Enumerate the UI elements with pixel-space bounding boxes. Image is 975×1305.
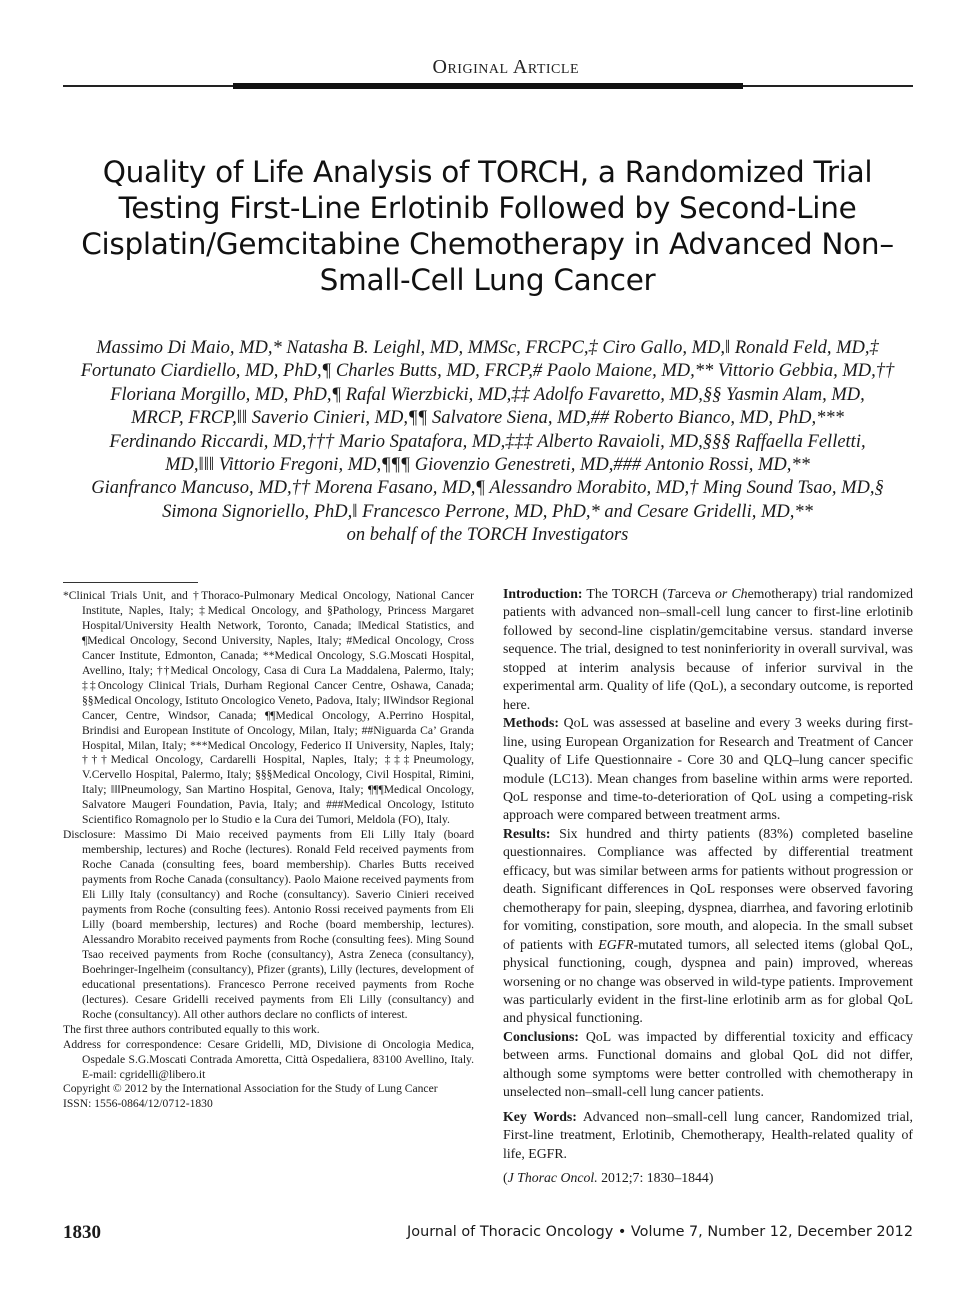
issn-note: ISSN: 1556-0864/12/0712-1830 xyxy=(63,1097,213,1111)
footnote-rule xyxy=(63,582,198,583)
keywords-label: Key Words: xyxy=(503,1108,577,1124)
introduction-text: arceva xyxy=(674,586,715,601)
conclusions-label: Conclusions: xyxy=(503,1028,579,1044)
citation-text: 2012;7: 1830–1844) xyxy=(597,1170,714,1186)
citation-text: ( xyxy=(503,1170,508,1186)
copyright-note: Copyright © 2012 by the International Association for the Study of Lung Cancer xyxy=(63,1082,438,1096)
author-line: Fortunato Ciardiello, MD, PhD,¶ Charles Butts, MD, FRCP,# Paolo Maione, MD,** Vittorio Gebbia, MD,†† xyxy=(80,361,895,382)
author-line: Gianfranco Mancuso, MD,†† Morena Fasano, MD,¶ Alessandro Morabito, MD,† Ming Sound Tsao, MD,§ xyxy=(91,478,884,499)
author-line: Simona Signoriello, PhD,‖ Francesco Perrone, MD, PhD,* and Cesare Gridelli, MD,** xyxy=(162,501,813,522)
results-text: -mutated tumors, all selected items (global QoL, physical functioning, cough, dyspnea and pain) improved, whereas worsening or no change was observed in wild-type patients. Improvement was particularly evident in the first-line erlotinib arm as for global QoL and physical functioning. xyxy=(503,936,913,1026)
conclusions-text: QoL was impacted by differential toxicity and efficacy between arms. Functional domains and global QoL did not differ, although some symptoms were better controlled with chemotherapy in unselected non–small-cell lung cancer patients. xyxy=(503,1028,913,1100)
keywords-text: Advanced non–small-cell lung cancer, Randomized trial, First-line treatment, Erlotinib, Chemotherapy, Health-related quality of life, EGFR. xyxy=(503,1108,913,1161)
disclosure-footnote: Disclosure: Massimo Di Maio received payments from Eli Lilly Italy (board membership, lectures) and Roche (lectures). Ronald Feld received payments from Roche Canada (consulting fees, board membership). Charles Butts received payments from Roche Canada (consultancy). Paolo Maione received payments from Eli Lilly Italy (consultancy) and Roche (consultancy). Saverio Cinieri received payments from Roche (consulting fees). Antonio Rossi received payments from Eli Lilly (board membership, lectures) and Roche (board membership, lectures). Alessandro Morabito received payments from Roche (consulting fees). Ming Sound Tsao received payments from Roche (consultancy), Astra Zeneca (consultancy), Boehringer-Ingelheim (consultancy), Pfizer (grants), Lilly (lectures, development of educational presentations). Francesco Perrone received payments from Roche (lectures). Cesare Gridelli received payments from Eli Lilly (consultancy) and Roche (consultancy). All other authors declare no conflicts of interest. xyxy=(63,828,474,1021)
introduction-text: emotherapy) trial randomized patients with advanced non–small-cell lung cancer to first-line erlotinib followed by second-line cisplatin/gemcitabine versus. standard inverse sequence. The trial, designed to test noninferiority in overall survival, was stopped at interim analysis because of inferior survival in the experimental arm. Quality of life (QoL), a secondary outcome, is reported here. xyxy=(503,586,914,712)
author-list xyxy=(55,337,920,548)
abstract-methods xyxy=(503,714,913,825)
author-line: MRCP, FRCP,‖‖ Saverio Cinieri, MD,¶¶ Salvatore Siena, MD,## Roberto Bianco, MD, PhD,*** xyxy=(131,408,844,429)
section-label: Original Article xyxy=(432,56,579,78)
header-rule-accent xyxy=(233,83,743,89)
introduction-text: or Ch xyxy=(715,586,748,601)
correspondence-footnote: Address for correspondence: Cesare Gridelli, MD, Divisione di Oncologia Medica, Ospedale S.G.Moscati Contrada Amoretta, Città Ospedaliera, 83100 Avellino, Italy. E-mail: cgridelli@libero.it xyxy=(63,1037,474,1081)
footnotes-column xyxy=(63,582,474,1112)
abstract-column xyxy=(503,585,913,1188)
methods-text: QoL was assessed at baseline and every 3 weeks during first-line, using European Organization for Research and Treatment of Cancer Quality of Life Questionnaire - Core 30 and QLQ–lung cancer specific module (LC13). Mean changes from baseline within arms were reported. QoL response and time-to-deterioration of QoL using a competing-risk approach were compared between treatment arms. xyxy=(503,715,913,823)
results-text: EGFR xyxy=(598,936,634,952)
results-label: Results: xyxy=(503,825,551,841)
introduction-text: T xyxy=(667,586,675,601)
page-number: 1830 xyxy=(63,1222,101,1243)
author-line: Massimo Di Maio, MD,* Natasha B. Leighl, MD, MMSc, FRCPC,‡ Ciro Gallo, MD,‖ Ronald Feld, MD,‡ xyxy=(96,338,879,358)
equal-contribution-note: The first three authors contributed equally to this work. xyxy=(63,1022,320,1036)
introduction-label: Introduction: xyxy=(503,586,583,601)
methods-label: Methods: xyxy=(503,715,559,731)
author-line: Floriana Morgillo, MD, PhD,¶ Rafal Wierzbicki, MD,‡‡ Adolfo Favaretto, MD,§§ Yasmin Alam, MD, xyxy=(110,384,865,405)
results-text: Six hundred and thirty patients (83%) completed baseline questionnaires. Compliance was affected by differential treatment efficacy, but was similar between arms for patients without progression or death. Significant differences in QoL responses were observed favoring chemotherapy for pain, sleeping, dyspnea, diarrhea, and favoring erlotinib for vomiting, constipation, sore mouth, and alopecia. In the small subset of patients with xyxy=(503,825,913,952)
abstract-introduction xyxy=(503,585,913,714)
abstract-conclusions xyxy=(503,1028,913,1102)
abstract-results xyxy=(503,825,913,1028)
citation xyxy=(503,1169,913,1187)
article-title: Quality of Life Analysis of TORCH, a Randomized Trial Testing First-Line Erlotinib Followed by Second-Line Cisplatin/Gemcitabine Chemotherapy in Advanced Non–Small-Cell Lung Cancer xyxy=(81,155,894,297)
introduction-text: The TORCH ( xyxy=(582,586,668,601)
author-line-group: on behalf of the TORCH Investigators xyxy=(346,525,629,546)
affiliations-footnote: *Clinical Trials Unit, and †Thoraco-Pulmonary Medical Oncology, National Cancer Institute, Naples, Italy; ‡Medical Oncology, and §Pathology, Princess Margaret Hospital/University Health Network, Toronto, Canada; ‖Medical Statistics, and ¶Medical Oncology, Second University, Naples, Italy; #Medical Oncology, Cross Cancer Institute, Edmonton, Canada; **Medical Oncology, S.G.Moscati Hospital, Avellino, Italy; ††Medical Oncology, Casa di Cura La Maddalena, Palermo, Italy; ‡‡Oncology Clinical Trials, Durham Regional Cancer Centre, Oshawa, Canada; §§Medical Oncology, Istituto Oncologico Veneto, Padova, Italy; ‖‖Windsor Regional Cancer, Centre, Windsor, Canada; ¶¶Medical Oncology, A.Perrino Hospital, Brindisi and European Institute of Oncology, Milan, Italy; ##Niguarda Ca’ Granda Hospital, Milan, Italy; ***Medical Oncology, Federico II University, Naples, Italy; †††Medical Oncology, Cardarelli Hospital, Naples, Italy; ‡‡‡Pneumology, V.Cervello Hospital, Palermo, Italy; §§§Medical Oncology, Civil Hospital, Rimini, Italy; ‖‖‖Pneumology, San Martino Hospital, Genova, Italy; ¶¶¶Medical Oncology, Salvatore Maugeri Foundation, Pavia, Italy; and ###Medical Oncology, Istituto Scientifico Romagnolo per lo Studio e la Cura dei Tumori, Meldola (FO), Italy. xyxy=(63,589,474,827)
journal-footer: Journal of Thoracic Oncology • Volume 7, Number 12, December 2012 xyxy=(407,1224,913,1240)
citation-journal: J Thorac Oncol. xyxy=(507,1170,598,1186)
author-line: MD,‖‖‖ Vittorio Fregoni, MD,¶¶¶ Giovenzio Genestreti, MD,### Antonio Rossi, MD,** xyxy=(165,455,810,476)
author-line: Ferdinando Riccardi, MD,††† Mario Spatafora, MD,‡‡‡ Alberto Ravaioli, MD,§§§ Raffaella Felletti, xyxy=(109,431,866,452)
key-words xyxy=(503,1108,913,1163)
